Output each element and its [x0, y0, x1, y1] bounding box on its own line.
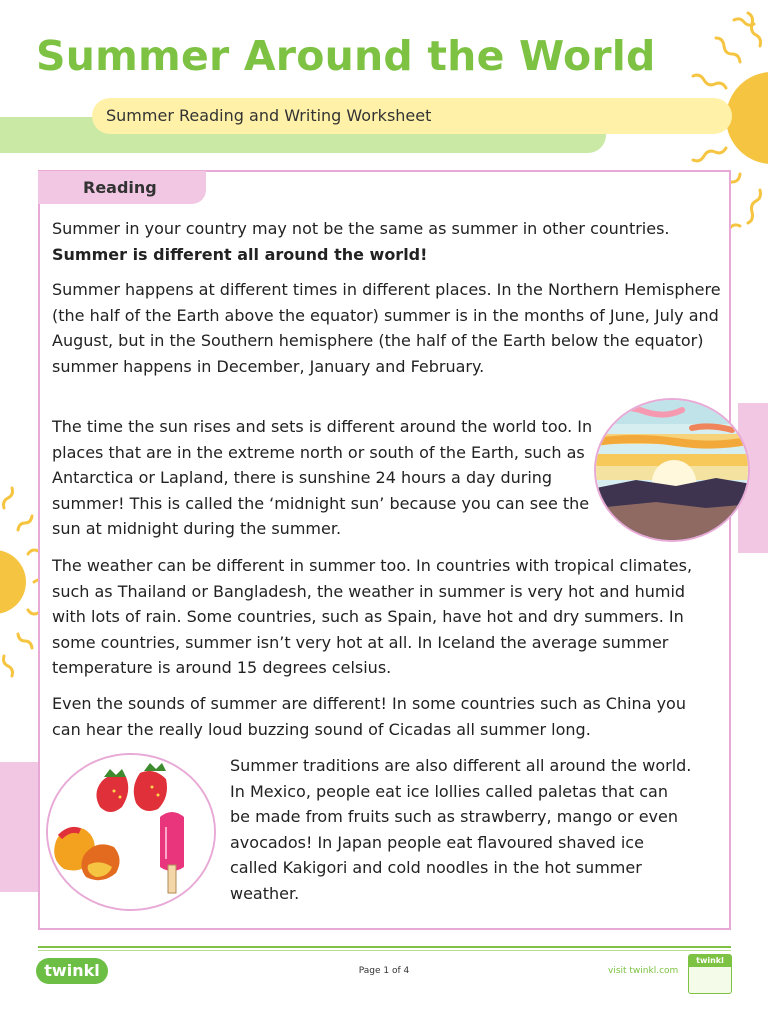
- twinkl-logo: twinkl: [36, 958, 108, 984]
- fruits-illustration: [46, 753, 216, 911]
- page-title: Summer Around the World: [36, 32, 656, 80]
- paragraph-traditions: Summer traditions are also different all around the world. In Mexico, people eat ice lollies called paletas that can be made from fruits such as strawberry, mango or even avocados! In Japan people eat flavoured shaved ice called Kakigori and cold noodles in the hot summer weather.: [230, 756, 692, 903]
- footer-rule-thin: [38, 950, 731, 951]
- visit-link[interactable]: visit twinkl.com: [608, 966, 679, 976]
- paragraph-sounds: Even the sounds of summer are different! In some countries such as China you can hear the really loud buzzing sound of Cicadas all summer long.: [52, 694, 686, 739]
- sunset-image: [596, 400, 750, 542]
- fruits-image: [48, 755, 216, 911]
- reading-tab-label: Reading: [38, 171, 206, 204]
- paragraph-intro: [52, 216, 672, 267]
- quality-badge-icon: [688, 954, 732, 994]
- paragraph-intro-bold: Summer is different all around the world!: [52, 244, 428, 264]
- sunset-illustration: [594, 398, 750, 542]
- quality-badge-label: twinkl: [689, 955, 731, 967]
- page-subtitle: Summer Reading and Writing Worksheet: [106, 106, 432, 125]
- paragraph-hemispheres: Summer happens at different times in different places. In the Northern Hemisphere (the half of the Earth above the equator) summer is in the months of June, July and August, but in the Southern hemisphere (the half of the Earth below the equator) summer happens in December, January and February.: [52, 280, 721, 376]
- footer-rule: [38, 946, 731, 948]
- paragraph-weather: The weather can be different in summer too. In countries with tropical climates, such as Thailand or Bangladesh, the weather in summer is very hot and humid with lots of rain. Some countries, such as Spain, have hot and dry summers. In some countries, summer isn’t very hot at all. In Iceland the average summer temperature is around 15 degrees celsius.: [52, 556, 693, 677]
- page-number: Page 1 of 4: [358, 966, 410, 976]
- paragraph-midnight-sun: The time the sun rises and sets is different around the world too. In places that are in the extreme north or south of the Earth, such as Antarctica or Lapland, there is sunshine 24 hours a day during summer! This is called the ‘midnight sun’ because you can see the sun at midnight during the summer.: [52, 417, 593, 538]
- paragraph-intro-text: Summer in your country may not be the same as summer in other countries.: [52, 219, 670, 238]
